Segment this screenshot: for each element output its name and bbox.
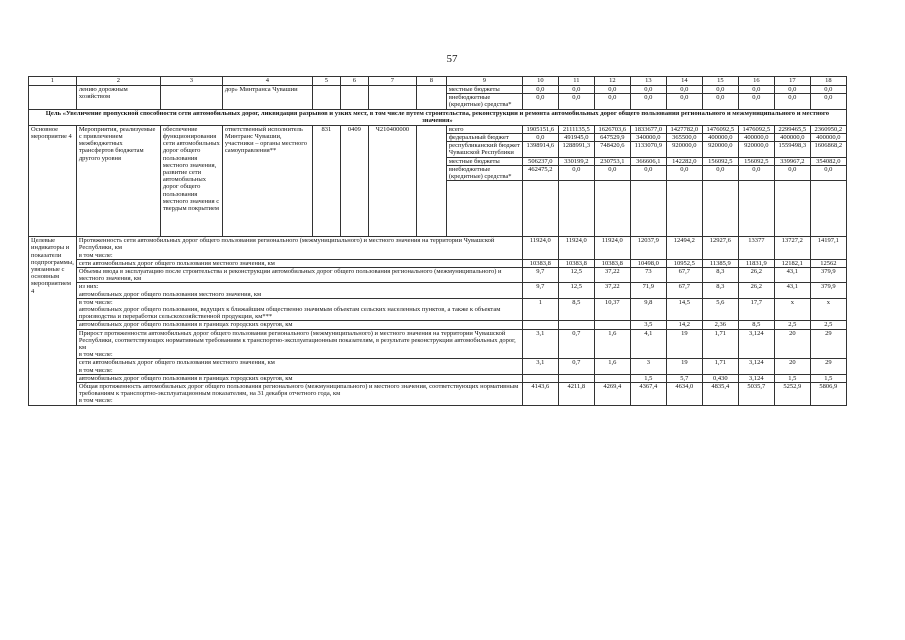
indicator-value: х [810, 298, 846, 321]
value-cell: 0,0 [594, 165, 630, 180]
spacer-cell [702, 181, 738, 237]
indicator-value: 11831,9 [738, 259, 774, 267]
value-cell: 0,0 [666, 86, 702, 94]
indicator-value: 3,124 [738, 374, 774, 382]
indicator-name: Протяженность сети автомобильных дорог общего пользования регионального (межмуниципального) и местного значения на территории Чувашской Республики, км [78, 237, 495, 252]
indicator-value: 9,7 [522, 268, 558, 283]
value-cell: 491945,0 [558, 134, 594, 142]
goal-row [29, 109, 847, 125]
expense-type-cell [416, 125, 446, 236]
indicator-value: 3,124 [738, 359, 774, 374]
indicator-value: 67,7 [666, 268, 702, 283]
indicator-value: 11924,0 [522, 237, 558, 260]
spacer-cell [810, 181, 846, 237]
value-cell: 156092,5 [738, 157, 774, 165]
indicator-value: 8,5 [558, 298, 594, 321]
header-cell: 17 [774, 77, 810, 86]
indicator-row [29, 383, 847, 406]
header-cell: 13 [630, 77, 666, 86]
program-table [28, 76, 847, 406]
indicator-name: Объемы ввода в эксплуатацию после строительства и реконструкции автомобильных дорог общего пользования регионального (межмуниципального) и местного значения, км [78, 268, 502, 283]
indicator-value: 73 [630, 268, 666, 283]
value-cell: 0,0 [522, 94, 558, 109]
indicator-subtext: в том числе: [78, 366, 113, 374]
indicator-text [76, 321, 522, 329]
event-purpose: обеспечение функционирования сети автомобильных дорог общего пользования местного значения, развитие сети автомобильных дорог общего пользования местного значения с твердым покрытием [160, 125, 222, 236]
header-cell: 18 [810, 77, 846, 86]
value-cell: 1905151,6 [522, 125, 558, 133]
indicator-value: 379,9 [810, 268, 846, 283]
code-cell [416, 86, 446, 110]
indicator-subtext: автомобильных дорог общего пользования, ведущих к ближайшим общественно значимым объектам сельских населенных пунктов, а также к объектам производства и переработки сельскохозяйственной продукции, км*** [78, 306, 501, 321]
indicator-value: 5806,9 [810, 383, 846, 406]
indicator-value: 3 [630, 359, 666, 374]
col3-cell [160, 86, 222, 110]
value-cell: 1427782,0 [666, 125, 702, 133]
indicator-value: 4143,6 [522, 383, 558, 406]
header-cell: 15 [702, 77, 738, 86]
header-cell: 2 [76, 77, 160, 86]
indicator-text [76, 283, 522, 298]
spacer-cell [666, 181, 702, 237]
indicator-name: автомобильных дорог общего пользования в границах городских округов, км [78, 321, 293, 329]
code-cell [312, 86, 340, 110]
value-cell: 1626703,6 [594, 125, 630, 133]
funding-source-label: внебюджетные (кредитные) средства* [446, 94, 522, 109]
indicator-value: 29 [810, 329, 846, 359]
indicator-value: 19 [666, 359, 702, 374]
value-cell: 1133070,9 [630, 142, 666, 157]
value-cell: 0,0 [810, 86, 846, 94]
indicator-text [76, 259, 522, 267]
header-cell: 11 [558, 77, 594, 86]
indicator-value: 10383,8 [594, 259, 630, 267]
indicator-value: 14197,1 [810, 237, 846, 260]
indicator-name: сети автомобильных дорог общего пользования местного значения, км [78, 359, 275, 367]
indicator-text [76, 374, 522, 382]
indicator-value: 3,1 [522, 329, 558, 359]
value-cell: 0,0 [774, 94, 810, 109]
value-cell: 0,0 [702, 86, 738, 94]
value-cell: 462475,2 [522, 165, 558, 180]
indicator-name: Общая протяженность автомобильных дорог общего пользования регионального (межмуниципального) и местного значения, соответствующих нормативным требованиям к транспортно-эксплуатационным показателям, на 31 декабря отчетного года, км [78, 383, 519, 398]
indicator-value: 12182,1 [774, 259, 810, 267]
indicator-text [76, 237, 522, 260]
value-cell: 400000,0 [702, 134, 738, 142]
indicator-value: 1,5 [630, 374, 666, 382]
indicator-value: 67,7 [666, 283, 702, 298]
indicator-value: 1 [522, 298, 558, 321]
indicator-subtext: в том числе: [78, 397, 113, 405]
value-cell: 0,0 [810, 94, 846, 109]
value-cell: 0,0 [738, 86, 774, 94]
value-cell: 0,0 [702, 165, 738, 180]
funding-row [29, 86, 847, 94]
indicator-row [29, 359, 847, 374]
responsible-cell: лению дорожным хозяйством [76, 86, 160, 110]
spacer-cell [738, 181, 774, 237]
indicator-text [76, 329, 522, 359]
value-cell: 1288991,3 [558, 142, 594, 157]
value-cell: 0,0 [666, 94, 702, 109]
value-cell: 354082,0 [810, 157, 846, 165]
indicator-value: 9,7 [522, 283, 558, 298]
indicator-value: 4269,4 [594, 383, 630, 406]
indicator-value: 4835,4 [702, 383, 738, 406]
value-cell: 1476092,5 [702, 125, 738, 133]
section-code: 0409 [340, 125, 368, 236]
indicator-value: 0,7 [558, 329, 594, 359]
value-cell: 400000,0 [738, 134, 774, 142]
indicator-value: 0,430 [702, 374, 738, 382]
header-cell: 12 [594, 77, 630, 86]
target-article-code: Ч210400000 [368, 125, 416, 236]
indicator-value: 20 [774, 359, 810, 374]
value-cell: 0,0 [522, 134, 558, 142]
value-cell: 366606,1 [630, 157, 666, 165]
value-cell: 920000,0 [666, 142, 702, 157]
indicator-value [522, 321, 558, 329]
value-cell: 0,0 [810, 165, 846, 180]
indicator-value: 4,1 [630, 329, 666, 359]
indicator-value: 37,22 [594, 268, 630, 283]
indicator-name: сети автомобильных дорог общего пользования местного значения, км [78, 259, 275, 267]
value-cell: 506237,0 [522, 157, 558, 165]
indicator-value: 11385,9 [702, 259, 738, 267]
value-cell: 339967,2 [774, 157, 810, 165]
indicator-name: в том числе: [78, 298, 113, 306]
indicator-value: 12927,6 [702, 237, 738, 260]
header-cell: 3 [160, 77, 222, 86]
indicator-value: 5035,7 [738, 383, 774, 406]
header-cell: 9 [446, 77, 522, 86]
indicator-value: 4367,4 [630, 383, 666, 406]
value-cell: 1833677,0 [630, 125, 666, 133]
indicator-value [558, 321, 594, 329]
indicator-value: 10952,5 [666, 259, 702, 267]
value-cell: 0,0 [558, 165, 594, 180]
value-cell: 0,0 [738, 165, 774, 180]
indicator-value: 8,3 [702, 283, 738, 298]
value-cell: 1476092,5 [738, 125, 774, 133]
indicator-row [29, 259, 847, 267]
indicator-value: 1,71 [702, 359, 738, 374]
indicator-value: 43,1 [774, 268, 810, 283]
spacer-cell [630, 181, 666, 237]
indicator-value: 4211,8 [558, 383, 594, 406]
indicator-value: 26,2 [738, 283, 774, 298]
indicator-value [522, 374, 558, 382]
value-cell: 0,0 [558, 94, 594, 109]
value-cell: 0,0 [702, 94, 738, 109]
code-cell [340, 86, 368, 110]
value-cell: 142282,0 [666, 157, 702, 165]
goal-text: Цель «Увеличение пропускной способности сети автомобильных дорог, ликвидация разрывов и узких мест, в том числе путем строительства, реконструкции и ремонта автомобильных дорог общего пользования регионального и межмуниципального и местного значения» [29, 109, 847, 125]
indicator-value: 2,5 [810, 321, 846, 329]
indicator-value: 14,5 [666, 298, 702, 321]
indicator-value: 26,2 [738, 268, 774, 283]
header-cell: 5 [312, 77, 340, 86]
funding-source-label: внебюджетные (кредитные) средства* [446, 165, 522, 180]
program-table-body [29, 77, 847, 406]
indicator-value [594, 374, 630, 382]
indicator-text [76, 298, 522, 321]
indicator-value: 12494,2 [666, 237, 702, 260]
value-cell: 0,0 [522, 86, 558, 94]
indicator-value: 3,1 [522, 359, 558, 374]
value-cell: 0,0 [594, 86, 630, 94]
code-cell [368, 86, 416, 110]
indicator-value: 3,5 [630, 321, 666, 329]
value-cell: 920000,0 [738, 142, 774, 157]
spacer-cell [558, 181, 594, 237]
funding-source-label: республиканский бюджет Чувашской Республики [446, 142, 522, 157]
indicator-value: 4634,0 [666, 383, 702, 406]
indicator-value: 13727,2 [774, 237, 810, 260]
spacer-cell [446, 181, 522, 237]
budget-code: 831 [312, 125, 340, 236]
indicator-value: 17,7 [738, 298, 774, 321]
funding-source-label: федеральный бюджет [446, 134, 522, 142]
value-cell: 0,0 [666, 165, 702, 180]
indicator-value: 2,36 [702, 321, 738, 329]
header-cell: 6 [340, 77, 368, 86]
value-cell: 1559498,3 [774, 142, 810, 157]
indicator-value: 10383,8 [522, 259, 558, 267]
value-cell: 2299465,5 [774, 125, 810, 133]
indicator-value: 8,3 [702, 268, 738, 283]
indicator-text [76, 268, 522, 283]
value-cell: 400000,0 [810, 134, 846, 142]
indicator-row [29, 374, 847, 382]
indicator-value: 43,1 [774, 283, 810, 298]
indicator-subtext: в том числе: [78, 351, 113, 359]
value-cell: 230753,1 [594, 157, 630, 165]
indicator-value: 8,5 [738, 321, 774, 329]
indicator-value: 5,7 [666, 374, 702, 382]
value-cell: 0,0 [594, 94, 630, 109]
indicator-row [29, 268, 847, 283]
indicator-value: 379,9 [810, 283, 846, 298]
indicator-row [29, 321, 847, 329]
event-title: Основное мероприятие 4 [29, 125, 77, 236]
funding-source-label: местные бюджеты [446, 157, 522, 165]
value-cell: 156092,5 [702, 157, 738, 165]
column-number-row [29, 77, 847, 86]
indicator-value: 1,6 [594, 359, 630, 374]
indicator-value: 19 [666, 329, 702, 359]
value-cell: 0,0 [558, 86, 594, 94]
value-cell: 2111135,5 [558, 125, 594, 133]
indicator-row [29, 283, 847, 298]
indicator-text [76, 359, 522, 374]
indicator-subtext: в том числе: [78, 251, 113, 259]
indicator-text [76, 383, 522, 406]
col1-cell [29, 86, 77, 110]
header-cell: 7 [368, 77, 416, 86]
value-cell: 748420,6 [594, 142, 630, 157]
value-cell: 647529,9 [594, 134, 630, 142]
indicator-value: 29 [810, 359, 846, 374]
indicator-row [29, 298, 847, 321]
indicators-title: Целевые индикаторы и показатели подпрограммы, увязанные с основным мероприятием 4 [29, 237, 77, 405]
indicator-value: 1,5 [810, 374, 846, 382]
indicator-value: 3,124 [738, 329, 774, 359]
header-cell: 10 [522, 77, 558, 86]
value-cell: 2360950,2 [810, 125, 846, 133]
indicator-value: 10383,8 [558, 259, 594, 267]
indicator-value: 2,5 [774, 321, 810, 329]
spacer-cell [774, 181, 810, 237]
indicator-name: автомобильных дорог общего пользования в границах городских округов, км [78, 374, 293, 382]
value-cell: 1606868,2 [810, 142, 846, 157]
funding-source-label: всего [446, 125, 522, 133]
value-cell: 0,0 [774, 86, 810, 94]
value-cell: 0,0 [774, 165, 810, 180]
spacer-cell [594, 181, 630, 237]
indicator-value: 12,5 [558, 283, 594, 298]
value-cell: 330199,2 [558, 157, 594, 165]
indicator-value: 14,2 [666, 321, 702, 329]
event-description: Мероприятия, реализуемые с привлечением межбюджетных трансфертов бюджетам другого уровня [76, 125, 160, 236]
indicator-value: 13377 [738, 237, 774, 260]
indicator-value: 12562 [810, 259, 846, 267]
program-table-sheet [28, 76, 847, 406]
value-cell: 0,0 [630, 86, 666, 94]
funding-row [29, 125, 847, 133]
value-cell: 400000,0 [774, 134, 810, 142]
value-cell: 340000,0 [630, 134, 666, 142]
executor-cell: дор» Минтранса Чувашии [222, 86, 312, 110]
indicator-value: 10498,0 [630, 259, 666, 267]
event-executor: ответственный исполнитель Минтранс Чувашии, участники – органы местного самоуправления** [222, 125, 312, 236]
spacer-cell [522, 181, 558, 237]
indicator-name: Прирост протяженности автомобильных дорог общего пользования регионального (межмуниципального) и местного значения на территории Чувашской Республики, соответствующих нормативным требованиям к транспортно-эксплуатационным показателям, в результате реконструкции автомобильных дорог, км [78, 329, 516, 352]
header-cell: 8 [416, 77, 446, 86]
header-cell: 16 [738, 77, 774, 86]
header-cell: 1 [29, 77, 77, 86]
indicator-value: 1,5 [774, 374, 810, 382]
indicator-value: 11924,0 [558, 237, 594, 260]
indicator-value: 12037,9 [630, 237, 666, 260]
header-cell: 14 [666, 77, 702, 86]
indicator-row [29, 329, 847, 359]
indicator-value: 37,22 [594, 283, 630, 298]
indicator-row [29, 237, 847, 260]
value-cell: 0,0 [630, 94, 666, 109]
indicator-value: 12,5 [558, 268, 594, 283]
value-cell: 1398914,6 [522, 142, 558, 157]
indicator-name: из них: [78, 283, 99, 291]
value-cell: 0,0 [630, 165, 666, 180]
funding-source-label: местные бюджеты [446, 86, 522, 94]
indicator-value: 1,71 [702, 329, 738, 359]
indicator-value: 10,37 [594, 298, 630, 321]
indicator-value: 5,6 [702, 298, 738, 321]
indicator-subtext: автомобильных дорог общего пользования местного значения, км [78, 290, 262, 298]
value-cell: 0,0 [738, 94, 774, 109]
value-cell: 920000,0 [702, 142, 738, 157]
indicator-value [558, 374, 594, 382]
indicator-value: 1,6 [594, 329, 630, 359]
page-number: 57 [446, 53, 458, 65]
indicator-value: 20 [774, 329, 810, 359]
indicator-value: 0,7 [558, 359, 594, 374]
indicator-value: 71,9 [630, 283, 666, 298]
header-cell: 4 [222, 77, 312, 86]
indicator-value: 5252,9 [774, 383, 810, 406]
value-cell: 365500,0 [666, 134, 702, 142]
indicator-value: 9,8 [630, 298, 666, 321]
indicator-value: 11924,0 [594, 237, 630, 260]
indicator-value [594, 321, 630, 329]
indicator-value: х [774, 298, 810, 321]
